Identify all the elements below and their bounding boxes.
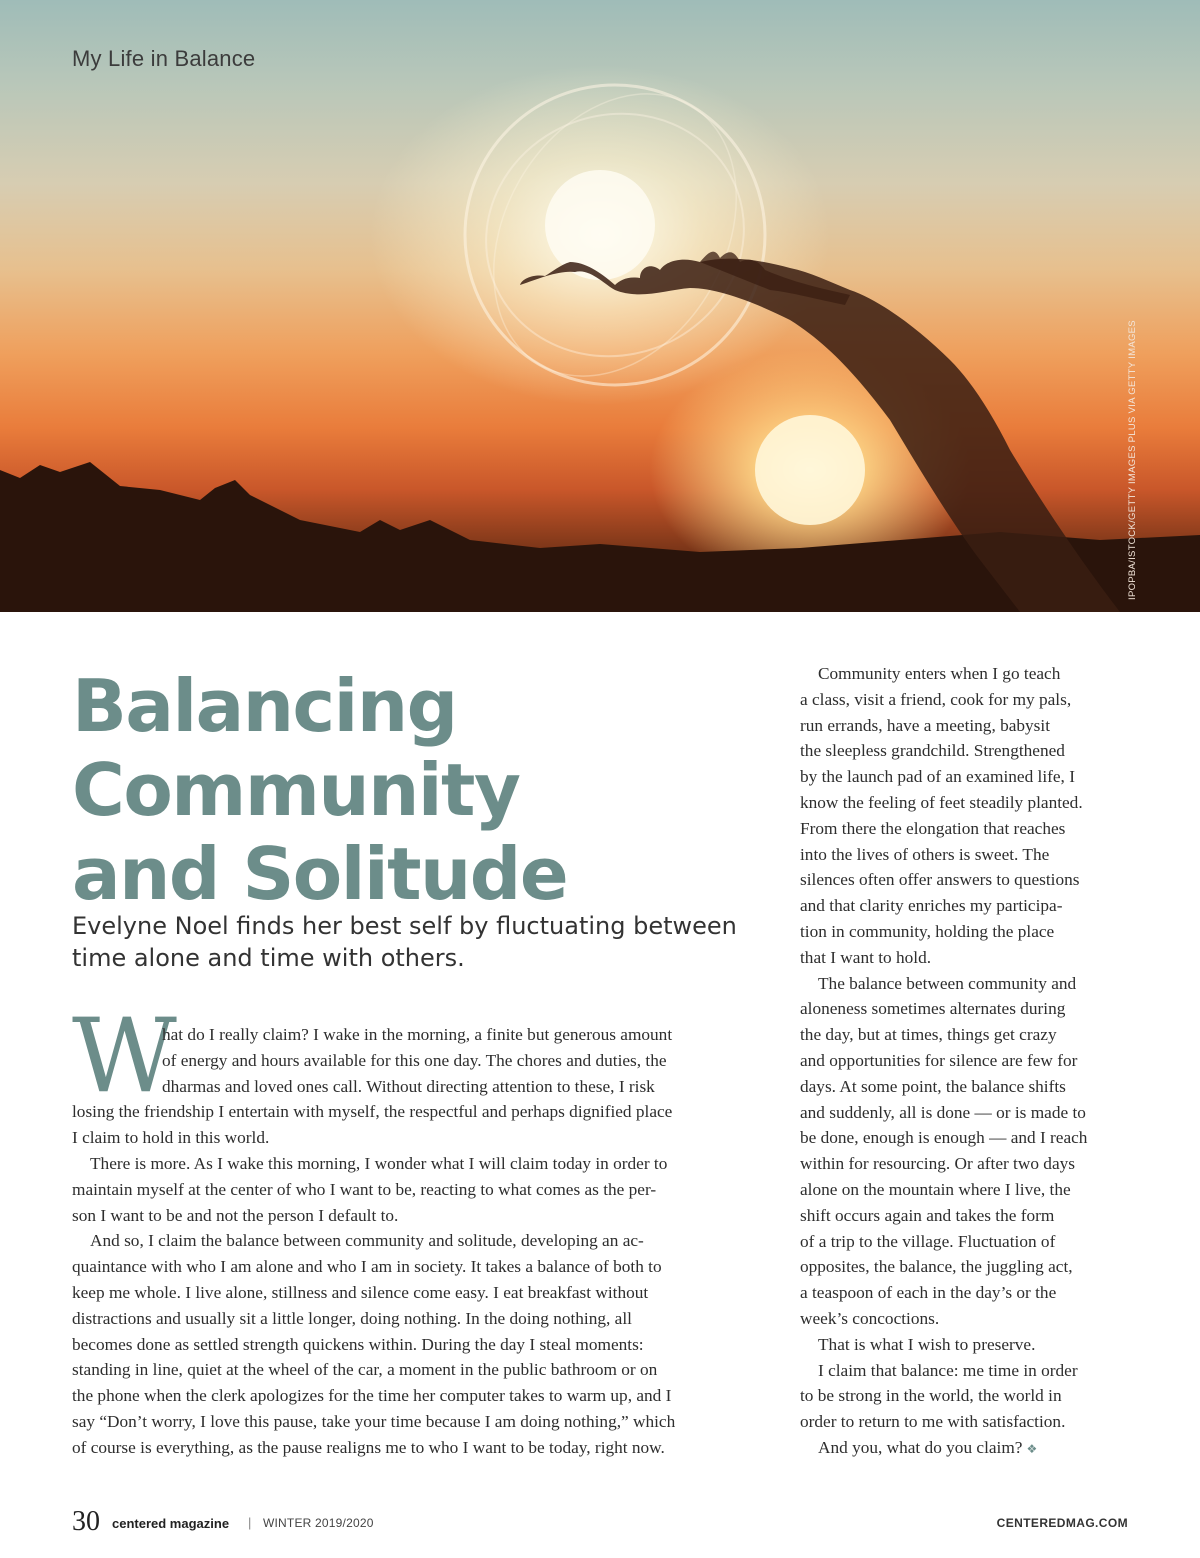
website-url: CENTEREDMAG.COM	[996, 1516, 1128, 1530]
body-line: shift occurs again and takes the form	[800, 1205, 1055, 1225]
final-sentence: And you, what do you claim?	[818, 1437, 1023, 1457]
page-number: 30	[72, 1506, 100, 1537]
body-line: days. At some point, the balance shifts	[800, 1076, 1066, 1096]
title-line: and Solitude	[72, 832, 568, 916]
body-line: son I want to be and not the person I default to.	[72, 1205, 399, 1225]
body-line: the day, but at times, things get crazy	[800, 1025, 1057, 1045]
body-line: and opportunities for silence are few for	[800, 1050, 1078, 1070]
body-line: That is what I wish to preserve.	[818, 1334, 1036, 1354]
body-column-left	[72, 1022, 772, 1461]
body-line: and that clarity enriches my participa-	[800, 896, 1063, 916]
body-line: maintain myself at the center of who I want to be, reacting to what comes as the per-	[72, 1179, 657, 1199]
body-line: of energy and hours available for this one day. The chores and duties, the	[162, 1050, 667, 1070]
photo-credit: IPOPBA/ISTOCK/GETTY IMAGES PLUS VIA GETTY IMAGES	[1127, 320, 1138, 600]
body-line: standing in line, quiet at the wheel of the car, a moment in the public bathroom or on	[72, 1360, 658, 1380]
body-line: a teaspoon of each in the day’s or the	[800, 1283, 1057, 1303]
body-line: I claim to hold in this world.	[72, 1128, 270, 1148]
body-line: week’s concoctions.	[800, 1308, 940, 1328]
deck-line: Evelyne Noel finds her best self by fluctuating between	[72, 912, 737, 940]
end-mark-icon: ❖	[1026, 1441, 1038, 1456]
title-line: Community	[72, 748, 520, 832]
body-line: And so, I claim the balance between community and solitude, developing an ac-	[90, 1231, 644, 1251]
body-column-right	[800, 661, 1140, 1463]
body-line: The balance between community and	[818, 973, 1077, 993]
body-line: by the launch pad of an examined life, I	[800, 767, 1075, 787]
footer-separator: |	[248, 1515, 252, 1530]
body-line: I claim that balance: me time in order	[818, 1360, 1078, 1380]
body-line: that I want to hold.	[800, 947, 932, 967]
body-line: silences often offer answers to questions	[800, 870, 1080, 890]
body-line: quaintance with who I am alone and who I am in society. It takes a balance of both to	[72, 1257, 662, 1277]
sunset-hands-illustration	[0, 0, 1200, 612]
issue-date: WINTER 2019/2020	[263, 1516, 374, 1530]
body-line: hat do I really claim? I wake in the morning, a finite but generous amount	[162, 1025, 673, 1044]
page-footer	[72, 1506, 1128, 1546]
body-line: within for resourcing. Or after two days	[800, 1154, 1075, 1174]
body-line: alone on the mountain where I live, the	[800, 1179, 1071, 1199]
body-line: of course is everything, as the pause realigns me to who I want to be today, right now.	[72, 1437, 665, 1457]
body-line: aloneness sometimes alternates during	[800, 999, 1066, 1019]
body-line: be done, enough is enough — and I reach	[800, 1128, 1088, 1148]
title-line: Balancing	[72, 664, 457, 748]
body-line: losing the friendship I entertain with myself, the respectful and perhaps dignified place	[72, 1102, 673, 1122]
magazine-name: centered magazine	[112, 1516, 230, 1531]
body-line: and suddenly, all is done — or is made to	[800, 1102, 1086, 1122]
hero-photo	[0, 0, 1200, 612]
body-line: Community enters when I go teach	[818, 664, 1061, 683]
body-line: becomes done as settled strength quickens within. During the day I steal moments:	[72, 1334, 644, 1354]
drop-cap: W	[72, 997, 177, 1116]
body-line: distractions and usually sit a little longer, doing nothing. In the doing nothing, all	[72, 1308, 632, 1328]
article-deck	[72, 910, 762, 974]
body-line: the phone when the clerk apologizes for the time her computer takes to warm up, and I	[72, 1386, 672, 1406]
body-line: order to return to me with satisfaction.	[800, 1412, 1066, 1432]
article-title	[72, 664, 712, 916]
deck-line: time alone and time with others.	[72, 944, 465, 972]
body-line: run errands, have a meeting, babysit	[800, 715, 1051, 735]
section-label: My Life in Balance	[72, 46, 256, 71]
sun-glow	[545, 170, 655, 280]
body-line: a class, visit a friend, cook for my pals,	[800, 689, 1072, 709]
body-line: say “Don’t worry, I love this pause, take your time because I am doing nothing,” which	[72, 1411, 676, 1431]
body-line: keep me whole. I live alone, stillness and silence come easy. I eat breakfast without	[72, 1282, 649, 1302]
body-line: of a trip to the village. Fluctuation of	[800, 1231, 1056, 1251]
setting-sun	[755, 415, 865, 525]
body-line: into the lives of others is sweet. The	[800, 844, 1050, 864]
body-line: know the feeling of feet steadily planted.	[800, 792, 1083, 812]
body-line: From there the elongation that reaches	[800, 818, 1066, 838]
body-line: the sleepless grandchild. Strengthened	[800, 741, 1065, 761]
body-line: dharmas and loved ones call. Without directing attention to these, I risk	[162, 1076, 655, 1096]
body-line-final	[800, 1435, 1140, 1463]
body-line: There is more. As I wake this morning, I wonder what I will claim today in order to	[90, 1153, 668, 1173]
body-line: tion in community, holding the place	[800, 921, 1055, 941]
body-line: to be strong in the world, the world in	[800, 1386, 1062, 1406]
body-line: opposites, the balance, the juggling act,	[800, 1257, 1073, 1277]
